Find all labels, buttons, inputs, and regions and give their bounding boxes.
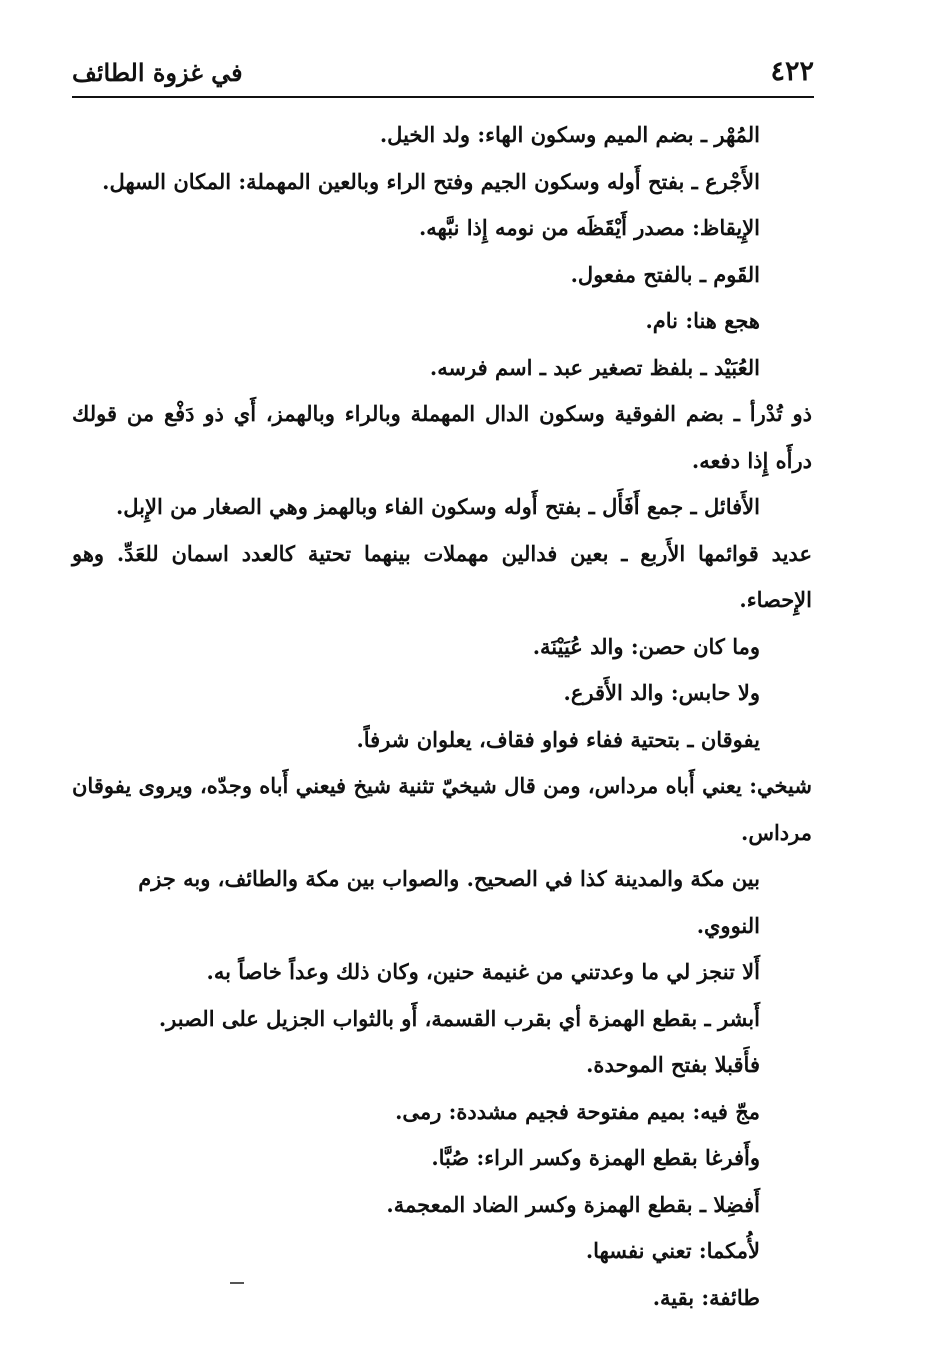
glossary-entry: أَبشر ـ بقطع الهمزة أي بقرب القسمة، أَو بالثواب الجزيل على الصبر. — [158, 1005, 760, 1031]
glossary-entry: شيخي: يعني أَباه مرداس، ومن قال شيخيّ تثنية شيخ فيعني أَباه وجدّه، ويروى يفوقان مرداس. — [72, 773, 812, 845]
glossary-entry: العُبَيْد ـ بلفظ تصغير عبد ـ اسم فرسه. — [429, 354, 760, 380]
glossary-entry: لأُمكما: تعني نفسها. — [585, 1238, 760, 1263]
glossary-entry: الأَجْرع ـ بفتح أَوله وسكون الجيم وفتح الراء وبالعين المهملة: المكان السهل. — [102, 168, 760, 194]
glossary-entry: هجع هنا: نام. — [645, 308, 760, 333]
glossary-entry: أَلا تنجز لي ما وعدتني من غنيمة حنين، وكان ذلك وعداً خاصاً به. — [206, 959, 760, 984]
glossary-entry: أَفضِلا ـ بقطع الهمزة وكسر الضاد المعجمة. — [386, 1191, 760, 1217]
print-speck — [230, 1282, 244, 1284]
glossary-entry: الأَفائل ـ جمع أَفَأَل ـ بفتح أَوله وسكون الفاء وبالهمز وهي الصغار من الإِبل. — [115, 494, 760, 519]
glossary-entry: ذو تُدْرأ ـ بضم الفوقية وسكون الدال المهملة وبالراء وبالهمز، أَي ذو دَفْع من قولك درأَه إِذا دفعه. — [72, 401, 812, 473]
glossary-entry: مجّ فيه: بميم مفتوحة فجيم مشددة: رمى. — [395, 1098, 760, 1124]
glossary-entry: طائفة: بقية. — [652, 1284, 760, 1310]
glossary-entry: وأَفرغا بقطع الهمزة وكسر الراء: صُبَّا. — [431, 1145, 760, 1170]
glossary-entry: وما كان حصن: والد عُيَيْنَة. — [532, 633, 760, 659]
glossary-entry: فأَقبلا بفتح الموحدة. — [586, 1052, 760, 1077]
glossary-entry: بين مكة والمدينة كذا في الصحيح. والصواب بين مكة والطائف، وبه جزم النووي. — [138, 866, 760, 938]
glossary-body — [72, 112, 812, 1321]
running-title: في غزوة الطائف — [72, 58, 243, 87]
glossary-entry: يفوقان ـ بتحتية ففاء فواو فقاف، يعلوان شرفاً. — [356, 726, 760, 752]
glossary-entry: المُهْر ـ بضم الميم وسكون الهاء: ولد الخيل. — [379, 122, 760, 147]
page-number: ٤٢٢ — [770, 56, 814, 87]
page-header — [72, 52, 814, 98]
glossary-entry: عديد قوائمها الأَربع ـ بعين فدالين مهملات بينهما تحتية كالعدد اسمان للعَدِّ. وهو الإِحصاء. — [72, 540, 812, 612]
glossary-entry: القَوم ـ بالفتح مفعول. — [570, 261, 760, 287]
glossary-entry: ولا حابس: والد الأَقرع. — [563, 680, 760, 705]
glossary-entry: الإِيقاظ: مصدر أَيْقَظَه من نومه إِذا نبَّهه. — [418, 215, 760, 240]
